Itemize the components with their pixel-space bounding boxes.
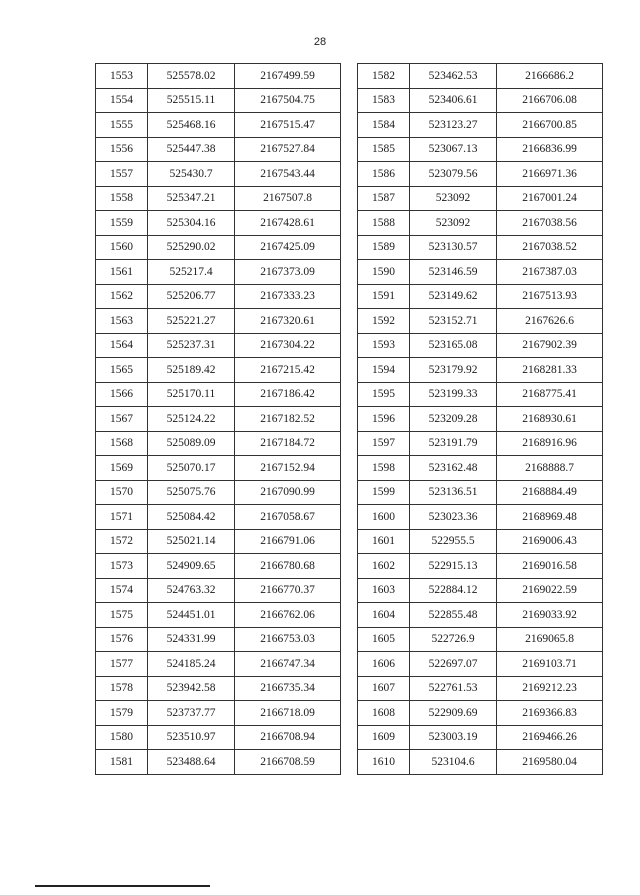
table-row <box>96 284 341 309</box>
point-id-cell: 1581 <box>96 750 148 775</box>
point-id-cell: 1609 <box>358 725 410 750</box>
y-coordinate-cell: 2167001.24 <box>497 186 603 211</box>
y-coordinate-cell: 2167543.44 <box>235 162 341 187</box>
y-coordinate-cell: 2169016.58 <box>497 554 603 579</box>
table-row <box>358 578 603 603</box>
x-coordinate-cell: 525430.7 <box>148 162 235 187</box>
x-coordinate-cell: 522915.13 <box>410 554 497 579</box>
x-coordinate-cell: 525237.31 <box>148 333 235 358</box>
table-row <box>96 211 341 236</box>
x-coordinate-cell: 524909.65 <box>148 554 235 579</box>
point-id-cell: 1587 <box>358 186 410 211</box>
y-coordinate-cell: 2167428.61 <box>235 211 341 236</box>
coordinate-table-right <box>357 63 603 775</box>
point-id-cell: 1583 <box>358 88 410 113</box>
y-coordinate-cell: 2166770.37 <box>235 578 341 603</box>
x-coordinate-cell: 524331.99 <box>148 627 235 652</box>
y-coordinate-cell: 2166791.06 <box>235 529 341 554</box>
point-id-cell: 1577 <box>96 652 148 677</box>
x-coordinate-cell: 525075.76 <box>148 480 235 505</box>
point-id-cell: 1582 <box>358 64 410 89</box>
point-id-cell: 1584 <box>358 113 410 138</box>
table-row <box>358 676 603 701</box>
x-coordinate-cell: 523023.36 <box>410 505 497 530</box>
x-coordinate-cell: 523162.48 <box>410 456 497 481</box>
x-coordinate-cell: 525170.11 <box>148 382 235 407</box>
table-row <box>358 162 603 187</box>
point-id-cell: 1591 <box>358 284 410 309</box>
point-id-cell: 1554 <box>96 88 148 113</box>
y-coordinate-cell: 2167515.47 <box>235 113 341 138</box>
y-coordinate-cell: 2166686.2 <box>497 64 603 89</box>
table-row <box>358 309 603 334</box>
point-id-cell: 1569 <box>96 456 148 481</box>
x-coordinate-cell: 525221.27 <box>148 309 235 334</box>
x-coordinate-cell: 525089.09 <box>148 431 235 456</box>
x-coordinate-cell: 522955.5 <box>410 529 497 554</box>
x-coordinate-cell: 522855.48 <box>410 603 497 628</box>
x-coordinate-cell: 524185.24 <box>148 652 235 677</box>
y-coordinate-cell: 2167507.8 <box>235 186 341 211</box>
x-coordinate-cell: 525070.17 <box>148 456 235 481</box>
y-coordinate-cell: 2169103.71 <box>497 652 603 677</box>
table-row <box>358 603 603 628</box>
x-coordinate-cell: 523152.71 <box>410 309 497 334</box>
table-row <box>358 652 603 677</box>
table-row <box>96 64 341 89</box>
x-coordinate-cell: 523737.77 <box>148 701 235 726</box>
table-row <box>358 113 603 138</box>
point-id-cell: 1603 <box>358 578 410 603</box>
y-coordinate-cell: 2167038.52 <box>497 235 603 260</box>
table-row <box>96 431 341 456</box>
point-id-cell: 1564 <box>96 333 148 358</box>
table-row <box>96 529 341 554</box>
point-id-cell: 1566 <box>96 382 148 407</box>
y-coordinate-cell: 2167320.61 <box>235 309 341 334</box>
point-id-cell: 1574 <box>96 578 148 603</box>
x-coordinate-cell: 525347.21 <box>148 186 235 211</box>
x-coordinate-cell: 525290.02 <box>148 235 235 260</box>
table-row <box>358 137 603 162</box>
table-row <box>96 480 341 505</box>
y-coordinate-cell: 2166780.68 <box>235 554 341 579</box>
x-coordinate-cell: 525468.16 <box>148 113 235 138</box>
y-coordinate-cell: 2168969.48 <box>497 505 603 530</box>
point-id-cell: 1558 <box>96 186 148 211</box>
table-row <box>358 554 603 579</box>
table-row <box>96 676 341 701</box>
point-id-cell: 1590 <box>358 260 410 285</box>
x-coordinate-cell: 522884.12 <box>410 578 497 603</box>
x-coordinate-cell: 523079.56 <box>410 162 497 187</box>
table-row <box>358 701 603 726</box>
table-row <box>358 456 603 481</box>
point-id-cell: 1580 <box>96 725 148 750</box>
x-coordinate-cell: 523191.79 <box>410 431 497 456</box>
table-row <box>96 186 341 211</box>
table-row <box>96 137 341 162</box>
point-id-cell: 1565 <box>96 358 148 383</box>
point-id-cell: 1599 <box>358 480 410 505</box>
point-id-cell: 1589 <box>358 235 410 260</box>
x-coordinate-cell: 525217.4 <box>148 260 235 285</box>
y-coordinate-cell: 2166735.34 <box>235 676 341 701</box>
y-coordinate-cell: 2169466.26 <box>497 725 603 750</box>
y-coordinate-cell: 2167184.72 <box>235 431 341 456</box>
x-coordinate-cell: 523104.6 <box>410 750 497 775</box>
y-coordinate-cell: 2169212.23 <box>497 676 603 701</box>
footnote-separator-line <box>35 885 210 887</box>
y-coordinate-cell: 2166971.36 <box>497 162 603 187</box>
x-coordinate-cell: 525084.42 <box>148 505 235 530</box>
y-coordinate-cell: 2167499.59 <box>235 64 341 89</box>
point-id-cell: 1578 <box>96 676 148 701</box>
y-coordinate-cell: 2167090.99 <box>235 480 341 505</box>
point-id-cell: 1570 <box>96 480 148 505</box>
table-row <box>96 750 341 775</box>
y-coordinate-cell: 2167333.23 <box>235 284 341 309</box>
table-row <box>358 211 603 236</box>
point-id-cell: 1595 <box>358 382 410 407</box>
table-row <box>96 382 341 407</box>
y-coordinate-cell: 2167186.42 <box>235 382 341 407</box>
x-coordinate-cell: 523123.27 <box>410 113 497 138</box>
y-coordinate-cell: 2167902.39 <box>497 333 603 358</box>
point-id-cell: 1576 <box>96 627 148 652</box>
y-coordinate-cell: 2167304.22 <box>235 333 341 358</box>
point-id-cell: 1602 <box>358 554 410 579</box>
table-row <box>358 627 603 652</box>
x-coordinate-cell: 523488.64 <box>148 750 235 775</box>
x-coordinate-cell: 523942.58 <box>148 676 235 701</box>
point-id-cell: 1585 <box>358 137 410 162</box>
table-row <box>358 260 603 285</box>
x-coordinate-cell: 522761.53 <box>410 676 497 701</box>
table-row <box>96 456 341 481</box>
table-row <box>358 750 603 775</box>
table-row <box>358 529 603 554</box>
point-id-cell: 1556 <box>96 137 148 162</box>
coordinate-table-left <box>95 63 341 775</box>
table-row <box>358 186 603 211</box>
table-row <box>358 382 603 407</box>
point-id-cell: 1604 <box>358 603 410 628</box>
y-coordinate-cell: 2169065.8 <box>497 627 603 652</box>
x-coordinate-cell: 522697.07 <box>410 652 497 677</box>
y-coordinate-cell: 2167513.93 <box>497 284 603 309</box>
table-row <box>96 162 341 187</box>
point-id-cell: 1575 <box>96 603 148 628</box>
table-row <box>96 578 341 603</box>
x-coordinate-cell: 523146.59 <box>410 260 497 285</box>
table-row <box>96 358 341 383</box>
table-row <box>96 627 341 652</box>
point-id-cell: 1586 <box>358 162 410 187</box>
point-id-cell: 1594 <box>358 358 410 383</box>
table-row <box>96 333 341 358</box>
table-row <box>358 725 603 750</box>
table-row <box>96 652 341 677</box>
point-id-cell: 1600 <box>358 505 410 530</box>
x-coordinate-cell: 522909.69 <box>410 701 497 726</box>
point-id-cell: 1579 <box>96 701 148 726</box>
x-coordinate-cell: 522726.9 <box>410 627 497 652</box>
table-row <box>358 284 603 309</box>
table-row <box>96 725 341 750</box>
table-row <box>358 505 603 530</box>
point-id-cell: 1555 <box>96 113 148 138</box>
table-row <box>96 701 341 726</box>
table-row <box>96 554 341 579</box>
x-coordinate-cell: 523199.33 <box>410 382 497 407</box>
y-coordinate-cell: 2167182.52 <box>235 407 341 432</box>
point-id-cell: 1606 <box>358 652 410 677</box>
table-row <box>358 358 603 383</box>
y-coordinate-cell: 2167425.09 <box>235 235 341 260</box>
y-coordinate-cell: 2169022.59 <box>497 578 603 603</box>
y-coordinate-cell: 2168916.96 <box>497 431 603 456</box>
table-row <box>96 309 341 334</box>
point-id-cell: 1610 <box>358 750 410 775</box>
y-coordinate-cell: 2167504.75 <box>235 88 341 113</box>
y-coordinate-cell: 2166747.34 <box>235 652 341 677</box>
y-coordinate-cell: 2168884.49 <box>497 480 603 505</box>
y-coordinate-cell: 2167626.6 <box>497 309 603 334</box>
y-coordinate-cell: 2168775.41 <box>497 382 603 407</box>
y-coordinate-cell: 2166700.85 <box>497 113 603 138</box>
point-id-cell: 1560 <box>96 235 148 260</box>
x-coordinate-cell: 525124.22 <box>148 407 235 432</box>
y-coordinate-cell: 2167387.03 <box>497 260 603 285</box>
table-row <box>358 431 603 456</box>
y-coordinate-cell: 2167038.56 <box>497 211 603 236</box>
table-row <box>96 88 341 113</box>
y-coordinate-cell: 2166708.94 <box>235 725 341 750</box>
point-id-cell: 1607 <box>358 676 410 701</box>
table-row <box>96 113 341 138</box>
x-coordinate-cell: 523067.13 <box>410 137 497 162</box>
point-id-cell: 1592 <box>358 309 410 334</box>
y-coordinate-cell: 2169580.04 <box>497 750 603 775</box>
table-row <box>96 505 341 530</box>
y-coordinate-cell: 2167527.84 <box>235 137 341 162</box>
point-id-cell: 1593 <box>358 333 410 358</box>
point-id-cell: 1572 <box>96 529 148 554</box>
x-coordinate-cell: 525578.02 <box>148 64 235 89</box>
point-id-cell: 1596 <box>358 407 410 432</box>
x-coordinate-cell: 525021.14 <box>148 529 235 554</box>
x-coordinate-cell: 523165.08 <box>410 333 497 358</box>
x-coordinate-cell: 523003.19 <box>410 725 497 750</box>
y-coordinate-cell: 2168888.7 <box>497 456 603 481</box>
x-coordinate-cell: 525189.42 <box>148 358 235 383</box>
y-coordinate-cell: 2169366.83 <box>497 701 603 726</box>
x-coordinate-cell: 523092 <box>410 211 497 236</box>
page-number: 28 <box>313 36 327 48</box>
x-coordinate-cell: 523092 <box>410 186 497 211</box>
table-row <box>358 480 603 505</box>
x-coordinate-cell: 525304.16 <box>148 211 235 236</box>
point-id-cell: 1598 <box>358 456 410 481</box>
point-id-cell: 1561 <box>96 260 148 285</box>
y-coordinate-cell: 2169033.92 <box>497 603 603 628</box>
point-id-cell: 1559 <box>96 211 148 236</box>
x-coordinate-cell: 523179.92 <box>410 358 497 383</box>
y-coordinate-cell: 2167215.42 <box>235 358 341 383</box>
y-coordinate-cell: 2167152.94 <box>235 456 341 481</box>
x-coordinate-cell: 523406.61 <box>410 88 497 113</box>
point-id-cell: 1597 <box>358 431 410 456</box>
point-id-cell: 1553 <box>96 64 148 89</box>
table-row <box>96 407 341 432</box>
x-coordinate-cell: 525515.11 <box>148 88 235 113</box>
point-id-cell: 1601 <box>358 529 410 554</box>
table-row <box>358 407 603 432</box>
x-coordinate-cell: 523149.62 <box>410 284 497 309</box>
point-id-cell: 1588 <box>358 211 410 236</box>
y-coordinate-cell: 2166708.59 <box>235 750 341 775</box>
x-coordinate-cell: 523136.51 <box>410 480 497 505</box>
y-coordinate-cell: 2167373.09 <box>235 260 341 285</box>
table-row <box>358 235 603 260</box>
y-coordinate-cell: 2168930.61 <box>497 407 603 432</box>
point-id-cell: 1563 <box>96 309 148 334</box>
x-coordinate-cell: 523462.53 <box>410 64 497 89</box>
y-coordinate-cell: 2166706.08 <box>497 88 603 113</box>
point-id-cell: 1562 <box>96 284 148 309</box>
table-row <box>96 235 341 260</box>
y-coordinate-cell: 2166762.06 <box>235 603 341 628</box>
x-coordinate-cell: 523510.97 <box>148 725 235 750</box>
point-id-cell: 1573 <box>96 554 148 579</box>
point-id-cell: 1571 <box>96 505 148 530</box>
y-coordinate-cell: 2166718.09 <box>235 701 341 726</box>
point-id-cell: 1568 <box>96 431 148 456</box>
point-id-cell: 1608 <box>358 701 410 726</box>
y-coordinate-cell: 2167058.67 <box>235 505 341 530</box>
x-coordinate-cell: 523130.57 <box>410 235 497 260</box>
x-coordinate-cell: 525206.77 <box>148 284 235 309</box>
x-coordinate-cell: 525447.38 <box>148 137 235 162</box>
table-row <box>358 88 603 113</box>
y-coordinate-cell: 2166753.03 <box>235 627 341 652</box>
y-coordinate-cell: 2168281.33 <box>497 358 603 383</box>
table-row <box>96 260 341 285</box>
point-id-cell: 1557 <box>96 162 148 187</box>
table-row <box>96 603 341 628</box>
x-coordinate-cell: 524763.32 <box>148 578 235 603</box>
point-id-cell: 1567 <box>96 407 148 432</box>
y-coordinate-cell: 2166836.99 <box>497 137 603 162</box>
y-coordinate-cell: 2169006.43 <box>497 529 603 554</box>
table-row <box>358 64 603 89</box>
x-coordinate-cell: 523209.28 <box>410 407 497 432</box>
x-coordinate-cell: 524451.01 <box>148 603 235 628</box>
table-row <box>358 333 603 358</box>
point-id-cell: 1605 <box>358 627 410 652</box>
